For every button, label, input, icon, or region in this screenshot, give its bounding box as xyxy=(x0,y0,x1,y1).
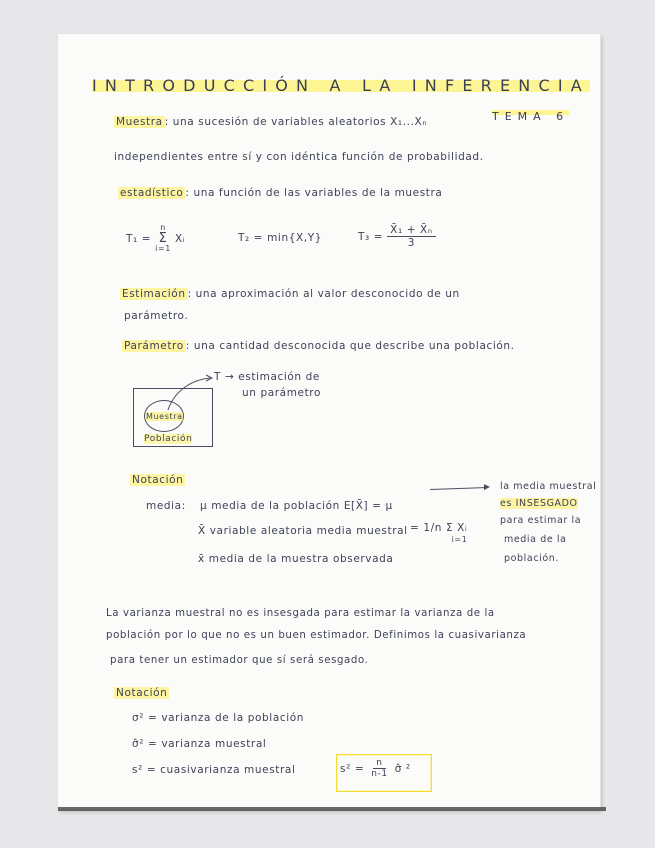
estimacion-term: Estimación xyxy=(122,288,186,300)
muestra-term: Muestra xyxy=(116,116,163,128)
formula-t1-sum xyxy=(155,224,171,253)
mu-definition: μ media de la población E[X̄] = μ xyxy=(200,500,393,512)
s2-formula-denominator: n-1 xyxy=(371,769,388,779)
formula-t3-denominator: 3 xyxy=(407,237,416,249)
xbar-definition: X̄ variable aleatoria media muestral xyxy=(198,525,408,537)
arrow-label-line-2: un parámetro xyxy=(242,387,322,399)
s2-formula-lhs: s² = xyxy=(340,762,365,775)
sigma-definition: σ² = varianza de la población xyxy=(132,712,305,724)
estimacion-definition-line-2: parámetro. xyxy=(124,310,189,322)
sample-label: Muestra xyxy=(146,412,183,421)
parametro-definition xyxy=(122,340,515,352)
xobs-definition: x̄ media de la muestra observada xyxy=(198,553,394,565)
estimacion-definition-line-1 xyxy=(120,288,460,300)
paragraph-line-2: población por lo que no es un buen estimador. Definimos la cuasivarianza xyxy=(106,630,527,641)
side-note-5: población. xyxy=(504,553,560,564)
xbar-formula xyxy=(410,522,467,544)
sigma-symbol: Σ xyxy=(158,231,168,246)
notacion-heading-2: Notación xyxy=(116,687,168,699)
xbar-formula-main: = 1/n Σ Xᵢ xyxy=(410,522,468,534)
topic-number: TEMA 6 xyxy=(492,110,570,123)
s2-formula-numerator: n xyxy=(373,758,385,769)
muestra-definition-line-2: independientes entre sí y con idéntica función de probabilidad. xyxy=(114,151,484,163)
estadistico-text: : una función de las variables de la muestra xyxy=(185,187,443,199)
page-edge-shadow xyxy=(58,807,606,811)
formula-t1 xyxy=(126,224,185,253)
formula-t2: T₂ = min{X,Y} xyxy=(238,232,323,244)
side-note-2: es INSESGADO xyxy=(500,498,578,509)
estadistico-term: estadístico xyxy=(120,187,184,199)
paragraph-line-1: La varianza muestral no es insesgada para estimar la varianza de la xyxy=(106,608,495,619)
formula-t3-numerator: X̄₁ + X̄ₙ xyxy=(387,224,435,237)
cuasivarianza-formula xyxy=(340,758,411,779)
s2-formula-fraction xyxy=(368,758,390,779)
arrow-label-line-1: T → estimación de xyxy=(214,371,320,383)
media-label: media: xyxy=(146,500,186,512)
muestra-definition-line-1 xyxy=(114,116,427,128)
formula-t1-sum-top: n xyxy=(160,223,166,232)
side-note-3: para estimar la xyxy=(500,515,582,526)
xbar-formula-sub: i=1 xyxy=(451,534,468,544)
estadistico-definition xyxy=(118,187,442,199)
formula-t3-lhs: T₃ = xyxy=(358,230,384,243)
formula-t1-var: Xᵢ xyxy=(175,232,186,245)
page-title: INTRODUCCIÓN A LA INFERENCIA xyxy=(92,76,590,95)
arrow-curve-icon xyxy=(160,374,220,414)
population-label: Población xyxy=(144,434,193,444)
formula-t1-sum-bottom: i=1 xyxy=(155,244,171,253)
formula-t3 xyxy=(358,224,436,249)
s2-formula-rhs: σ̂ ² xyxy=(394,762,411,775)
s2-definition: s² = cuasivarianza muestral xyxy=(132,764,296,776)
parametro-text: : una cantidad desconocida que describe una población. xyxy=(185,340,515,352)
formula-t3-fraction xyxy=(387,224,435,249)
muestra-text: : una sucesión de variables aleatorios X₁...Xₙ xyxy=(164,116,428,128)
side-note-4: media de la xyxy=(504,534,567,545)
formula-t1-lhs: T₁ = xyxy=(126,232,152,245)
estimacion-text: : una aproximación al valor desconocido de un xyxy=(187,288,460,300)
sigma-hat-definition: σ̂² = varianza muestral xyxy=(132,738,267,750)
paragraph-line-3: para tener un estimador que sí será sesgado. xyxy=(110,655,369,666)
notacion-heading-1: Notación xyxy=(132,474,184,486)
side-note-1: la media muestral xyxy=(500,481,597,492)
parametro-term: Parámetro xyxy=(124,340,184,352)
